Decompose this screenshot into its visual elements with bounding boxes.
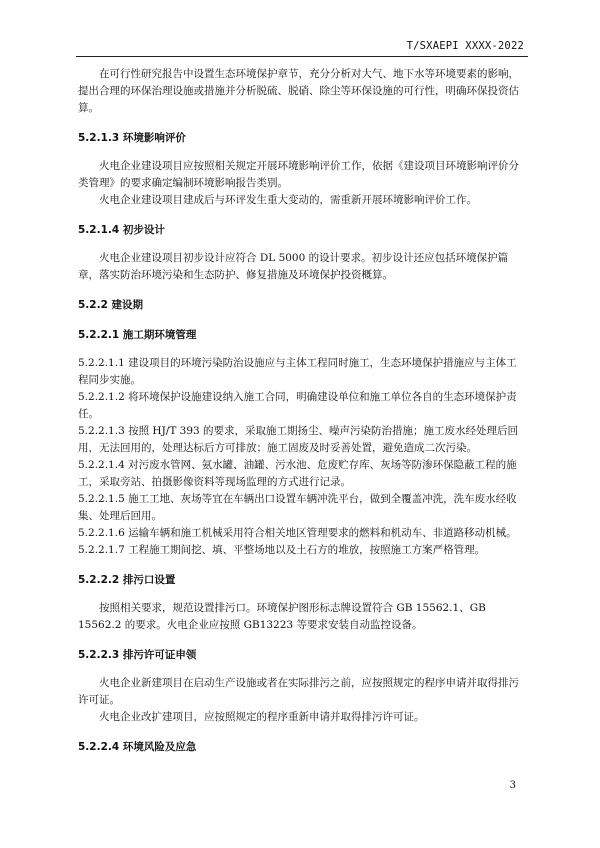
document-body [78,66,522,756]
heading-5-2-2-3: 5.2.2.3 排污许可证申领 [78,649,197,661]
heading-5-2-2: 5.2.2 建设期 [78,299,144,311]
clause-5-2-2-1-1: 5.2.2.1.1 建设项目的环境污染防治设施应与主体工程同时施工，生态环境保护措施应与主体工程同步实施。 [78,357,517,386]
heading-5-2-1-4: 5.2.1.4 初步设计 [78,224,165,236]
document-code: T/SXAEPI XXXX-2022 [406,40,524,52]
heading-5-2-2-1: 5.2.2.1 施工期环境管理 [78,329,197,341]
clause-5-2-2-1-4: 5.2.2.1.4 对污废水管网、氨水罐、油罐、污水池、危废贮存库、灰场等防渗环保隐蔽工程的施工，采取旁站、拍摄影像资料等现场监理的方式进行记录。 [78,459,517,488]
clause-5-2-2-1-2: 5.2.2.1.2 将环境保护设施建设纳入施工合同，明确建设单位和施工单位各自的生态环境保护责任。 [78,391,517,420]
heading-5-2-2-2: 5.2.2.2 排污口设置 [78,574,176,586]
paragraph-permit-1: 火电企业新建项目在启动生产设施或者在实际排污之前，应按照规定的程序申请并取得排污许可证。 [78,677,519,706]
heading-5-2-1-3: 5.2.1.3 环境影响评价 [78,132,186,144]
paragraph-eia-2: 火电企业建设项目建成后与环评发生重大变动的，需重新开展环境影响评价工作。 [99,194,477,206]
paragraph-eia-1: 火电企业建设项目应按照相关规定开展环境影响评价工作，依据《建设项目环境影响评价分类管理》的要求确定编制环境影响报告类别。 [78,160,519,189]
paragraph-outfall: 按照相关要求，规范设置排污口。环境保护图形标志牌设置符合 GB 15562.1、GB 15562.2 的要求。火电企业应按照 GB13223 等要求安装自动监控设备。 [78,602,486,631]
clause-5-2-2-1-5: 5.2.2.1.5 施工工地、灰场等宜在车辆出口设置车辆冲洗平台，做到全覆盖冲洗，洗车废水经收集、处理后回用。 [78,493,517,522]
header-rule [76,56,528,57]
clause-5-2-2-1-3: 5.2.2.1.3 按照 HJ/T 393 的要求，采取施工期扬尘、噪声污染防治措施；施工废水经处理后回用，无法回用的，处理达标后方可排放；施工固废及时妥善处置，避免造成二次污染。 [78,425,519,454]
heading-5-2-2-4: 5.2.2.4 环境风险及应急 [78,741,197,753]
paragraph-preliminary-design: 火电企业建设项目初步设计应符合 DL 5000 的设计要求。初步设计还应包括环境保护篇章，落实防治环境污染和生态防护、修复措施及环境保护投资概算。 [78,252,509,281]
page-number: 3 [509,780,516,791]
clause-5-2-2-1-6: 5.2.2.1.6 运输车辆和施工机械采用符合相关地区管理要求的燃料和机动车、非道路移动机械。 [78,527,517,539]
clause-5-2-2-1-7: 5.2.2.1.7 工程施工期间挖、填、平整场地以及土石方的堆放，按照施工方案严格管理。 [78,544,486,556]
paragraph-permit-2: 火电企业改扩建项目，应按照规定的程序重新申请并取得排污许可证。 [99,711,425,723]
paragraph-feasibility: 在可行性研究报告中设置生态环境保护章节，充分分析对大气、地下水等环境要素的影响，提出合理的环保治理设施或措施并分析脱硫、脱硝、除尘等环保设施的可行性，明确环保投资估算。 [78,68,519,114]
